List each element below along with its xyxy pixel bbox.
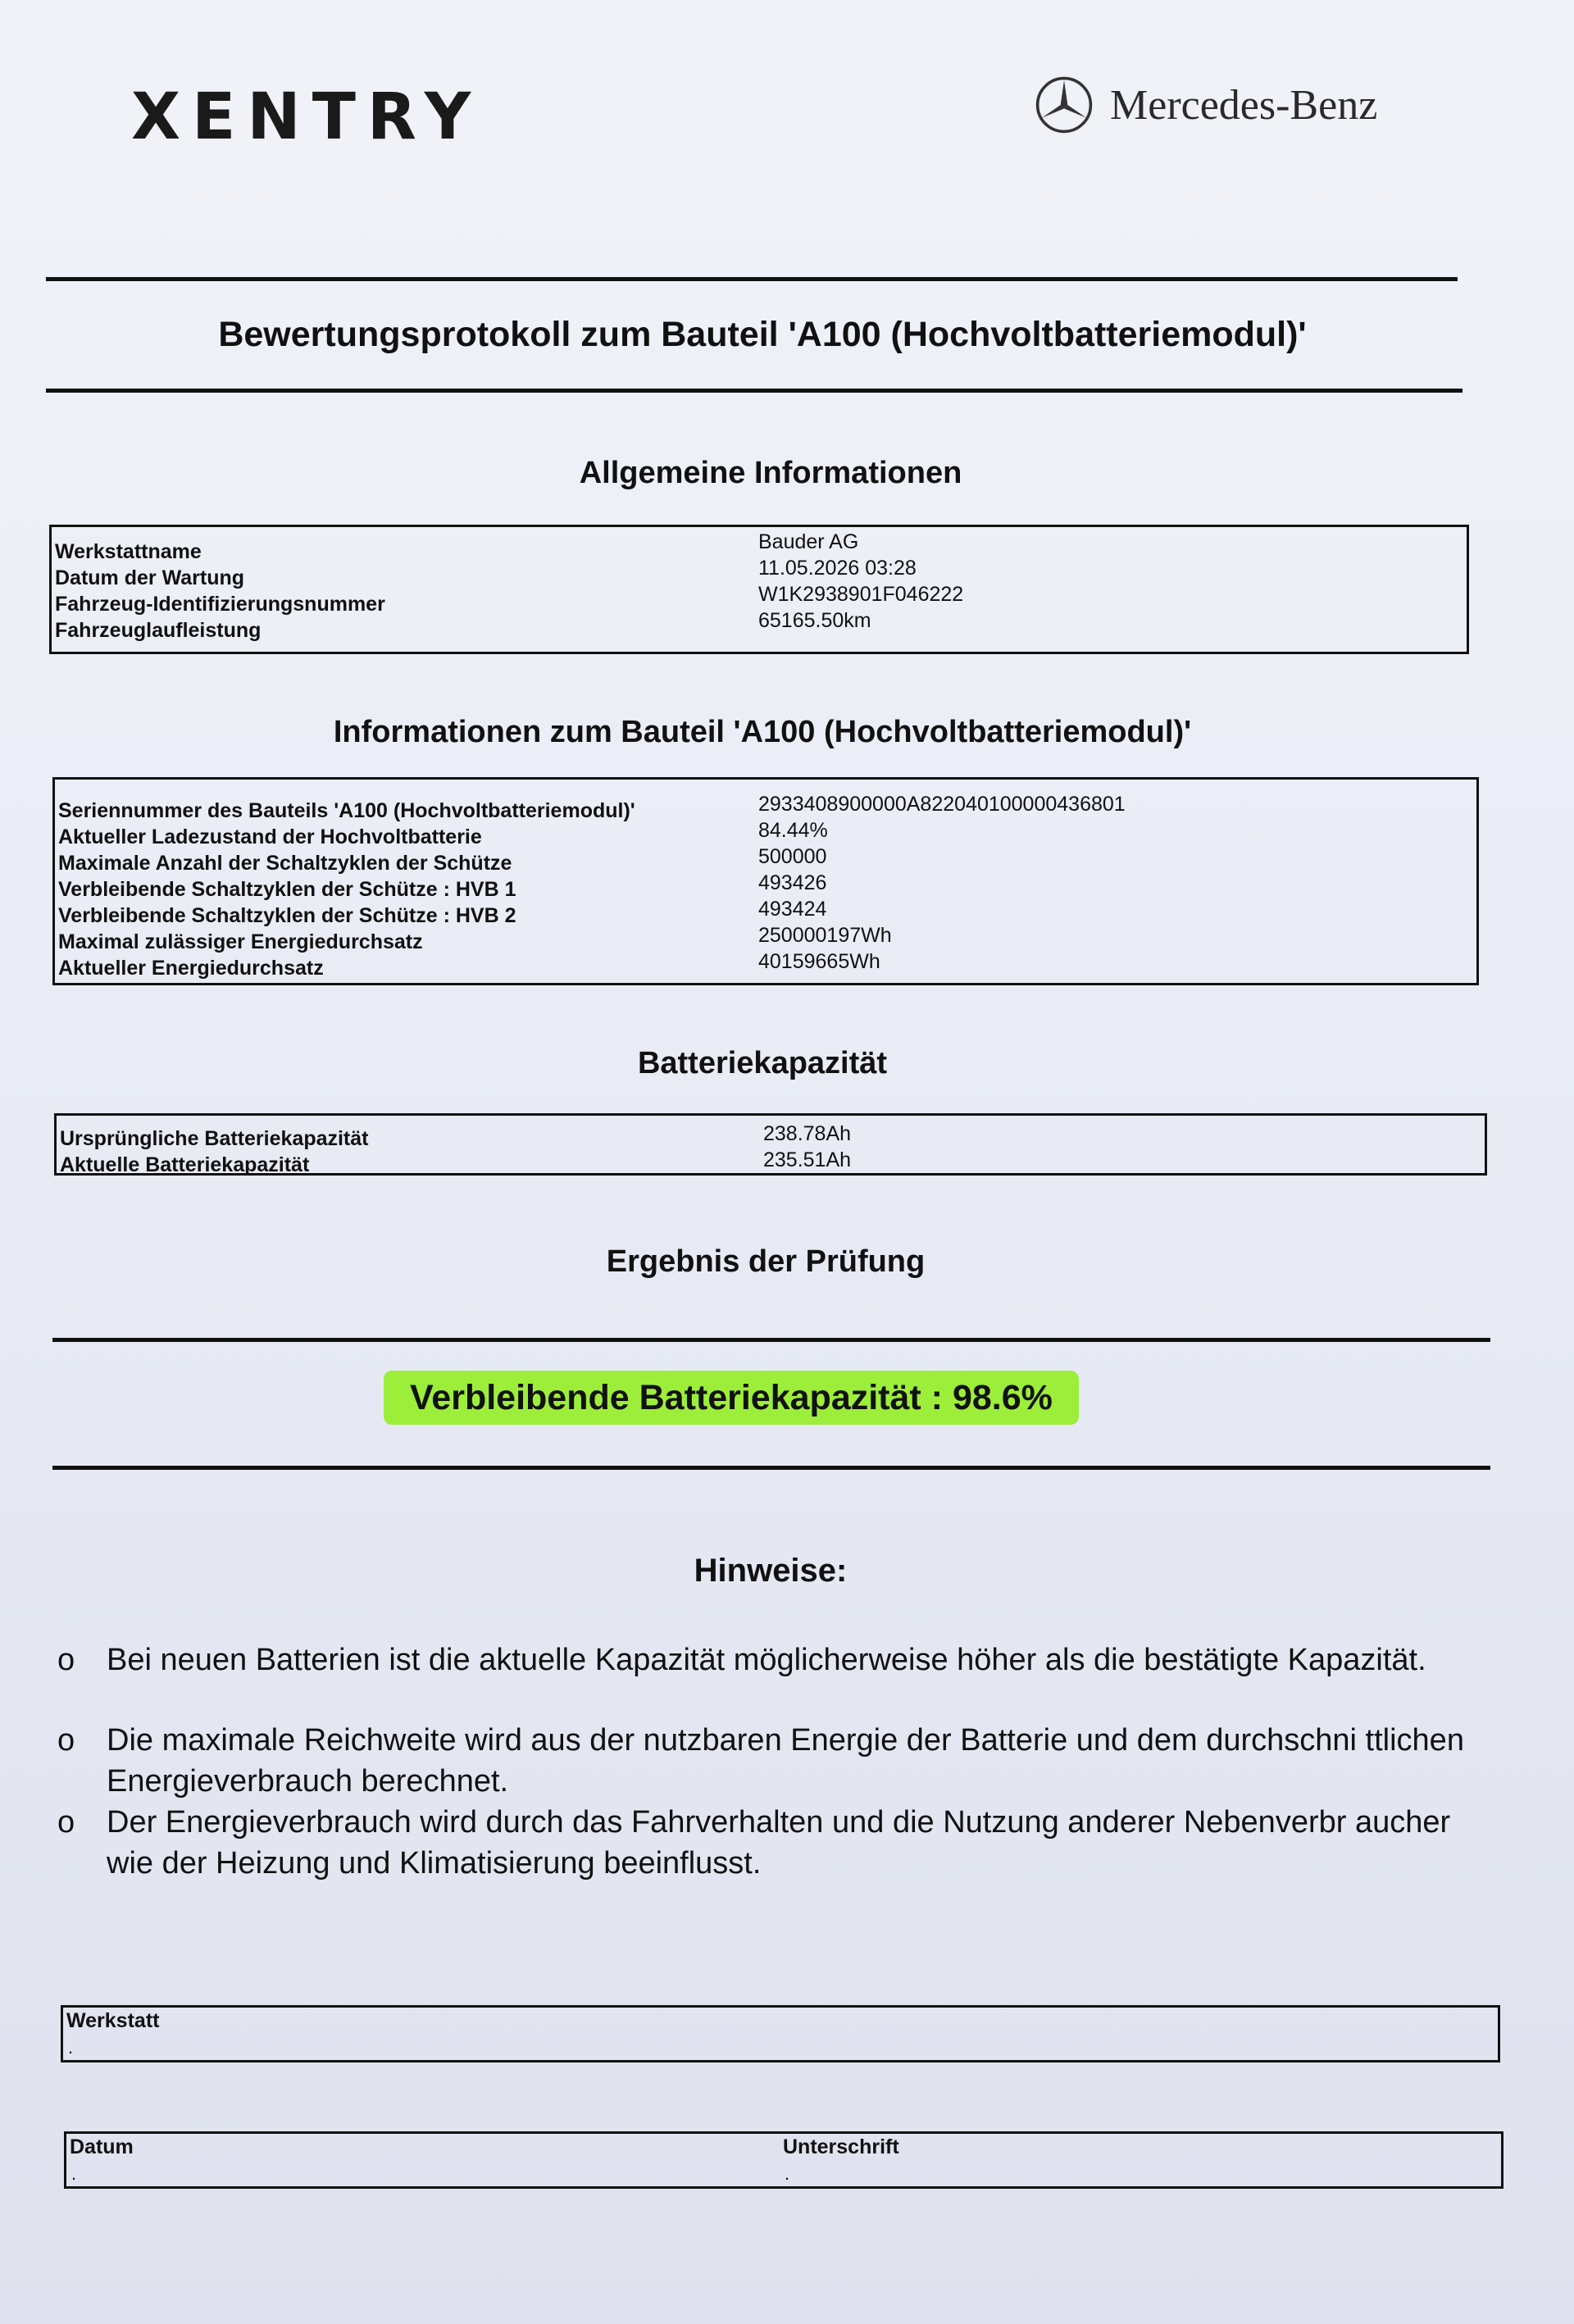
row-value: 493424 (758, 898, 827, 921)
mercedes-benz-wordmark: Mercedes-Benz (1110, 81, 1378, 129)
table-row (55, 950, 1476, 981)
row-label: Maximal zulässiger Energiedurchsatz (58, 930, 423, 953)
capacity-heading: Batteriekapazität (637, 1046, 888, 1080)
row-label: Maximale Anzahl der Schaltzyklen der Schütze (58, 852, 512, 875)
note-bullet: o (57, 1805, 75, 1840)
row-value: 235.51Ah (763, 1148, 852, 1171)
workshop-field: . (68, 2037, 74, 2058)
mercedes-star-icon (1035, 75, 1094, 134)
capacity-table (54, 1113, 1487, 1176)
note-text: Bei neuen Batterien ist die aktuelle Kapazität möglicherweise höher als die bestätigte Kapazität. (107, 1643, 1426, 1677)
table-row (52, 609, 1467, 644)
result-heading: Ergebnis der Prüfung (606, 1244, 926, 1279)
row-label: Fahrzeuglaufleistung (55, 619, 262, 642)
row-value: W1K2938901F046222 (758, 583, 964, 606)
row-label: Aktueller Ladezustand der Hochvoltbatterie (58, 825, 482, 848)
component-info-heading: Informationen zum Bauteil 'A100 (Hochvoltbatteriemodul)' (333, 715, 1192, 749)
workshop-label: Werkstatt (66, 2009, 160, 2032)
row-value: 493426 (758, 871, 827, 894)
workshop-box (61, 2005, 1500, 2062)
notes-heading: Hinweise: (694, 1553, 848, 1589)
row-value: 65165.50km (758, 609, 871, 632)
row-value: 11.05.2026 03:28 (758, 557, 917, 580)
note-bullet: o (57, 1723, 75, 1758)
note-item (57, 1640, 1484, 1680)
signature-field: . (785, 2163, 790, 2184)
row-value: 500000 (758, 845, 827, 868)
mercedes-benz-logo (1035, 75, 1377, 134)
row-label: Aktuelle Batteriekapazität (60, 1153, 310, 1176)
title-rule-bottom (46, 389, 1463, 393)
row-label: Verbleibende Schaltzyklen der Schütze : HVB 1 (58, 878, 516, 901)
row-label: Werkstattname (55, 540, 202, 563)
result-rule-bottom (52, 1466, 1490, 1470)
row-value: 84.44% (758, 819, 828, 842)
xentry-logo: XENTRY (131, 80, 483, 154)
general-info-table (49, 525, 1469, 654)
note-bullet: o (57, 1643, 75, 1677)
row-value: 250000197Wh (758, 924, 892, 947)
result-rule-top (52, 1338, 1490, 1342)
row-value: 2933408900000A822040100000436801 (758, 793, 1126, 816)
note-text: Der Energieverbrauch wird durch das Fahrverhalten und die Nutzung anderer Nebenverbr aucher wie der Heizung und Klimatisierung beeinflusst. (107, 1805, 1451, 1881)
date-field: . (71, 2163, 77, 2184)
note-text: Die maximale Reichweite wird aus der nutzbaren Energie der Batterie und dem durchschni ttlichen Energieverbrauch berechnet. (107, 1723, 1464, 1799)
document-title: Bewertungsprotokoll zum Bauteil 'A100 (Hochvoltbatteriemodul)' (218, 315, 1307, 354)
row-label: Seriennummer des Bauteils 'A100 (Hochvoltbatteriemodul)' (58, 799, 635, 822)
row-value: 238.78Ah (763, 1122, 852, 1145)
title-rule-top (46, 277, 1458, 281)
row-label: Verbleibende Schaltzyklen der Schütze : HVB 2 (58, 904, 516, 927)
table-row (57, 1148, 1485, 1178)
component-info-table (52, 777, 1479, 985)
signature-label: Unterschrift (783, 2135, 899, 2158)
row-label: Datum der Wartung (55, 566, 245, 589)
general-info-heading: Allgemeine Informationen (579, 456, 962, 490)
row-label: Ursprüngliche Batteriekapazität (60, 1127, 369, 1150)
date-signature-box (64, 2131, 1503, 2189)
row-label: Aktueller Energiedurchsatz (58, 957, 324, 980)
date-label: Datum (70, 2135, 134, 2158)
row-value: 40159665Wh (758, 950, 880, 973)
note-item (57, 1802, 1484, 1884)
row-label: Fahrzeug-Identifizierungsnummer (55, 593, 385, 616)
note-item (57, 1720, 1484, 1802)
remaining-capacity-result: Verbleibende Batteriekapazität : 98.6% (384, 1371, 1079, 1425)
row-value: Bauder AG (758, 530, 859, 553)
